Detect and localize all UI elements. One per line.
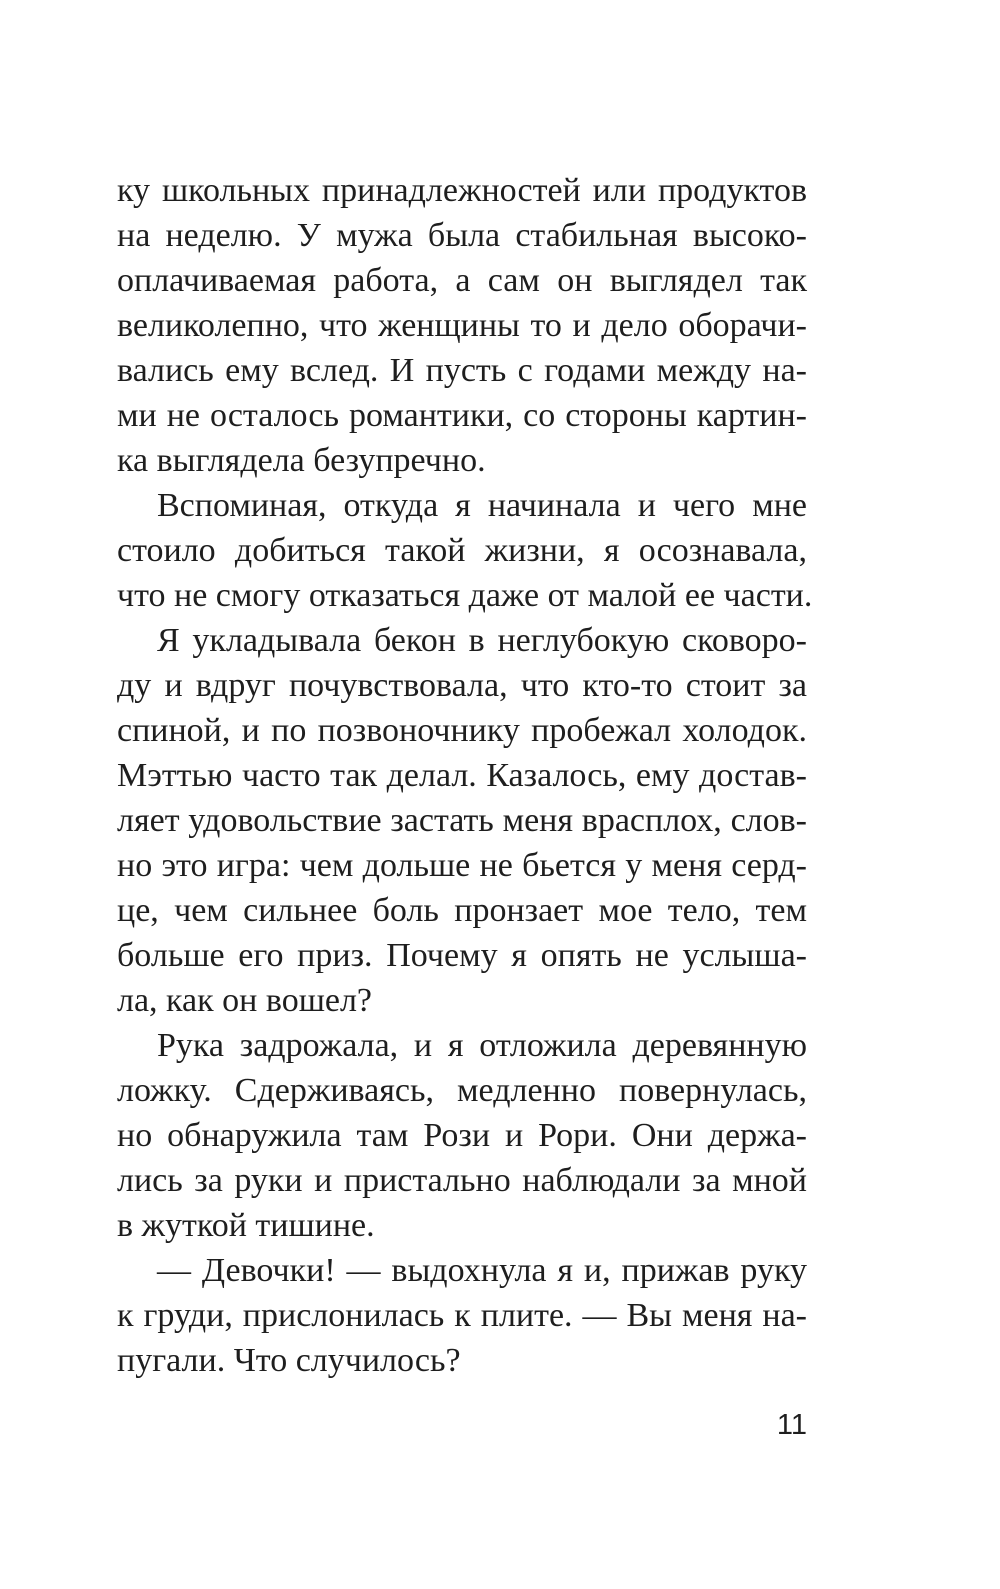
text-line: на неделю. У мужа была стабильная высоко- [117, 217, 807, 254]
text-line: в жуткой тишине. [117, 1207, 375, 1244]
text-line: ми не осталось романтики, со стороны картин- [117, 397, 807, 434]
text-line: ка выглядела безупречно. [117, 442, 486, 479]
text-line: вались ему вслед. И пусть с годами между на- [117, 352, 807, 389]
text-line: Вспоминая, откуда я начинала и чего мне [157, 487, 807, 524]
paragraph [117, 1023, 807, 1248]
text-line: пугали. Что случилось? [117, 1342, 461, 1379]
text-line: что не смогу отказаться даже от малой ее части. [117, 577, 813, 614]
text-line: — Девочки! — выдохнула я и, прижав руку [157, 1252, 807, 1289]
text-line: Мэттью часто так делал. Казалось, ему достав- [117, 757, 807, 794]
text-line: стоило добиться такой жизни, я осознавала, [117, 532, 807, 569]
text-line: ду и вдруг почувствовала, что кто-то стоит за [117, 667, 807, 704]
paragraph [117, 483, 813, 618]
text-line: великолепно, что женщины то и дело оборачи- [117, 307, 807, 344]
text-line: но обнаружила там Рози и Рори. Они держа- [117, 1117, 807, 1154]
paragraph [117, 1248, 807, 1383]
text-line: спиной, и по позвоночнику пробежал холодок. [117, 712, 807, 749]
text-line: Я укладывала бекон в неглубокую сковоро- [157, 622, 807, 659]
text-line: це, чем сильнее боль пронзает мое тело, тем [117, 892, 807, 929]
page-number: 11 [776, 1409, 807, 1441]
text-line: Рука задрожала, и я отложила деревянную [157, 1027, 807, 1064]
text-line: ку школьных принадлежностей или продуктов [117, 172, 807, 209]
text-line: ла, как он вошел? [117, 982, 373, 1019]
paragraph [117, 168, 807, 483]
text-line: оплачиваемая работа, а сам он выглядел так [117, 262, 807, 299]
body-text [117, 168, 813, 1383]
text-line: ляет удовольствие застать меня врасплох, слов- [117, 802, 807, 839]
text-line: к груди, прислонилась к плите. — Вы меня на- [117, 1297, 807, 1334]
text-line: но это игра: чем дольше не бьется у меня серд- [117, 847, 807, 884]
paragraph [117, 618, 807, 1023]
text-line: больше его приз. Почему я опять не услыша- [117, 937, 807, 974]
text-line: лись за руки и пристально наблюдали за мной [117, 1162, 807, 1199]
text-line: ложку. Сдерживаясь, медленно повернулась, [117, 1072, 807, 1109]
